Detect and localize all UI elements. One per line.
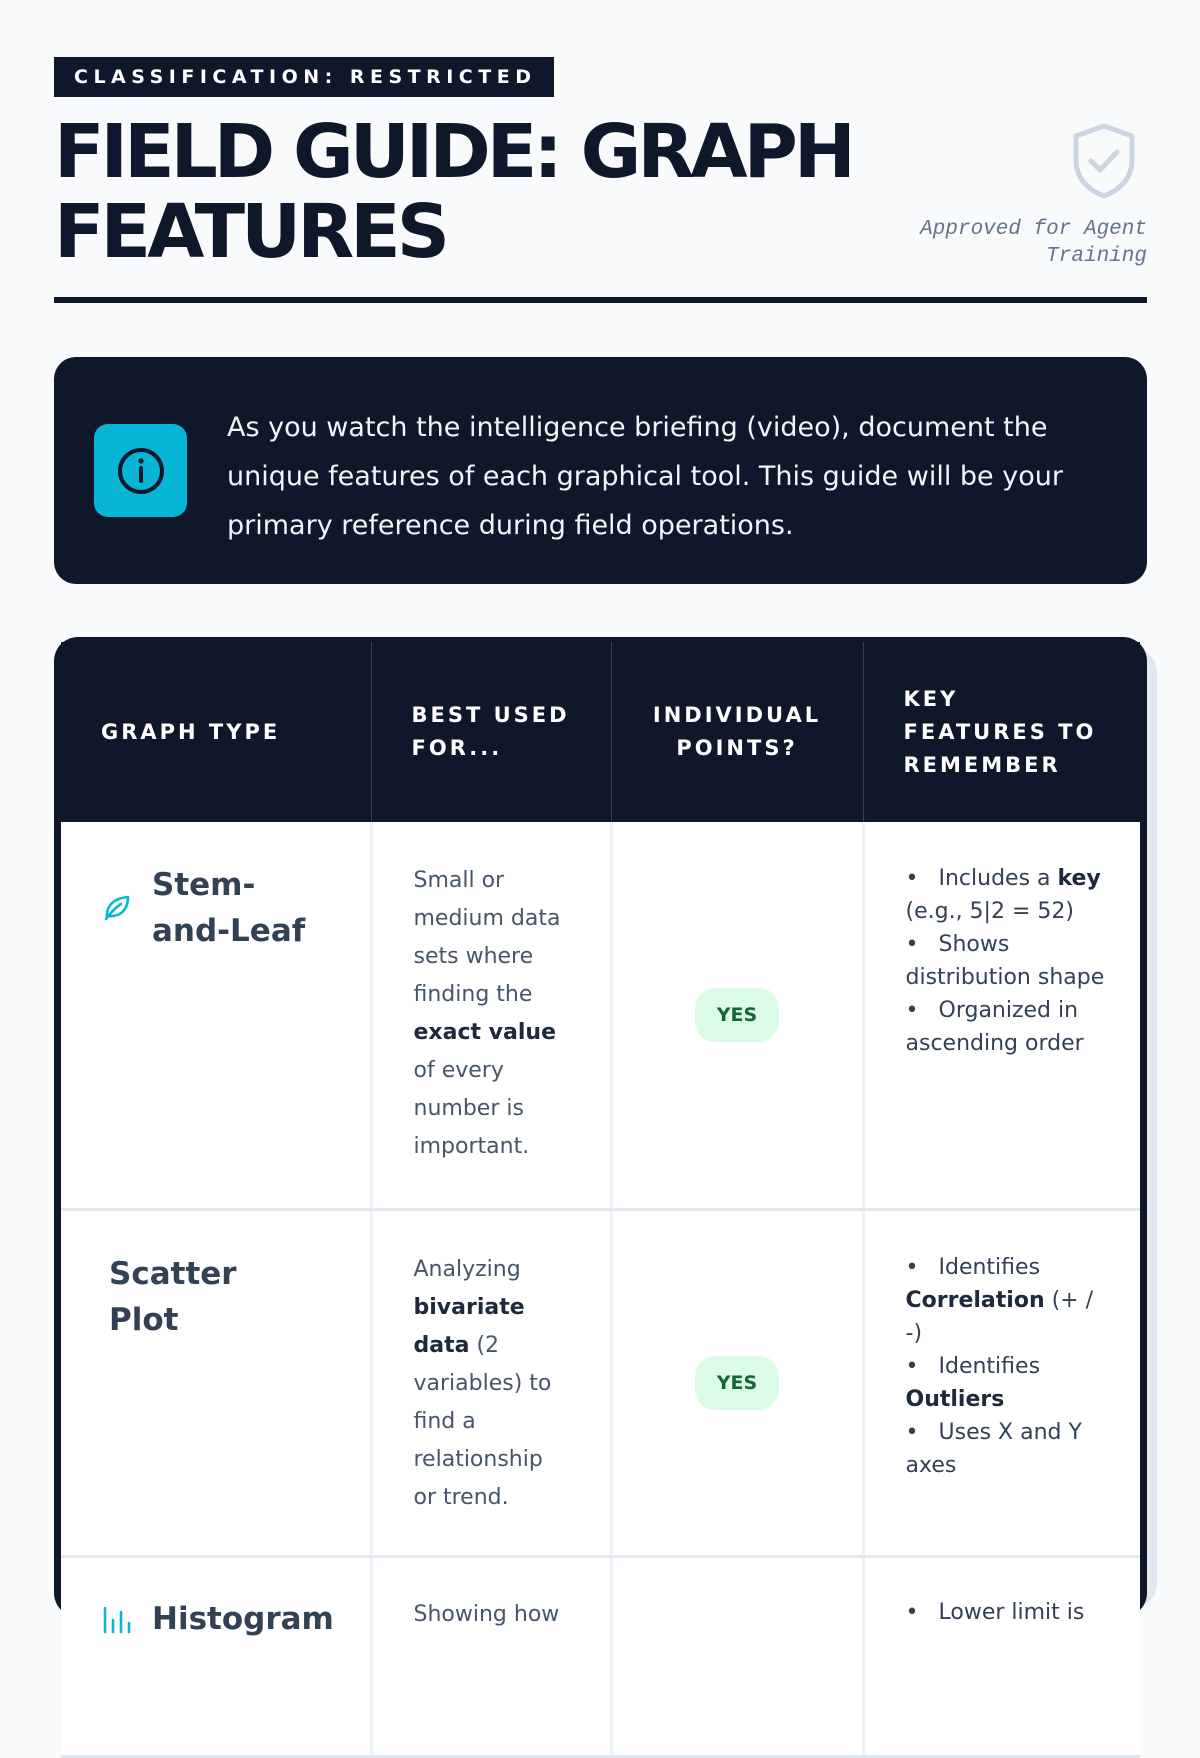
graph-type-name: Stem-and-Leaf: [152, 867, 306, 949]
graph-table-container: [54, 637, 1147, 1637]
feature-item: • Organized in ascending order: [906, 994, 1111, 1060]
individual-points-cell: [611, 1556, 863, 1756]
field-guide-page: [54, 0, 1147, 1637]
graph-type-cell: [61, 1556, 371, 1756]
graph-features-table: [61, 642, 1140, 1758]
classification-label: CLASSIFICATION: RESTRICTED: [54, 57, 554, 97]
table-header-row: [61, 642, 1140, 822]
header-best-used-for: BEST USED FOR...: [371, 642, 611, 822]
header-individual-points: INDIVIDUAL POINTS?: [611, 642, 863, 822]
feature-item: • Shows distribution shape: [906, 928, 1111, 994]
page-title: FIELD GUIDE: GRAPH FEATURES: [54, 109, 852, 275]
bar-chart-icon: [102, 1604, 132, 1634]
graph-type-cell: [61, 822, 371, 1209]
best-used-cell: Small or medium data sets where finding the exact value of every number is important.: [371, 822, 611, 1209]
graph-type-name: Scatter Plot: [109, 1255, 237, 1338]
header-key-features: KEY FEATURES TO REMEMBER: [863, 642, 1140, 822]
feature-item: • Identifies Correlation (+ / -): [906, 1251, 1111, 1350]
info-icon: [116, 446, 166, 496]
leaf-icon: [102, 892, 132, 922]
best-used-cell: Analyzing bivariate data (2 variables) to find a relationship or trend.: [371, 1209, 611, 1556]
key-features-cell: [863, 1209, 1140, 1556]
individual-points-cell: [611, 822, 863, 1209]
table-row: [61, 1556, 1140, 1756]
yes-badge: YES: [695, 988, 779, 1042]
header-graph-type: GRAPH TYPE: [61, 642, 371, 822]
table-row: [61, 822, 1140, 1209]
header-divider: [54, 297, 1147, 303]
graph-type-cell: [61, 1209, 371, 1556]
individual-points-cell: [611, 1209, 863, 1556]
emphasis: bivariate data: [413, 1294, 525, 1358]
key-features-cell: [863, 1556, 1140, 1756]
graph-type-name: Histogram: [152, 1600, 334, 1637]
best-used-cell: Showing how: [371, 1556, 611, 1756]
feature-item: • Includes a key (e.g., 5|2 = 52): [906, 862, 1111, 928]
approval-text: Approved for Agent Training: [920, 218, 1147, 268]
briefing-text: As you watch the intelligence briefing (video), document the unique features of each graphical tool. This guide will be your primary reference during field operations.: [227, 412, 1063, 541]
feature-item: • Uses X and Y axes: [906, 1416, 1111, 1482]
shield-check-icon: [1071, 122, 1137, 200]
emphasis: exact value: [413, 1020, 556, 1045]
feature-item: • Identifies Outliers: [906, 1350, 1111, 1416]
briefing-callout: [54, 357, 1147, 584]
key-features-cell: [863, 822, 1140, 1209]
feature-item: • Lower limit is: [906, 1596, 1111, 1629]
yes-badge: YES: [695, 1356, 779, 1410]
table-row: [61, 1209, 1140, 1556]
info-icon-badge: [94, 424, 187, 517]
